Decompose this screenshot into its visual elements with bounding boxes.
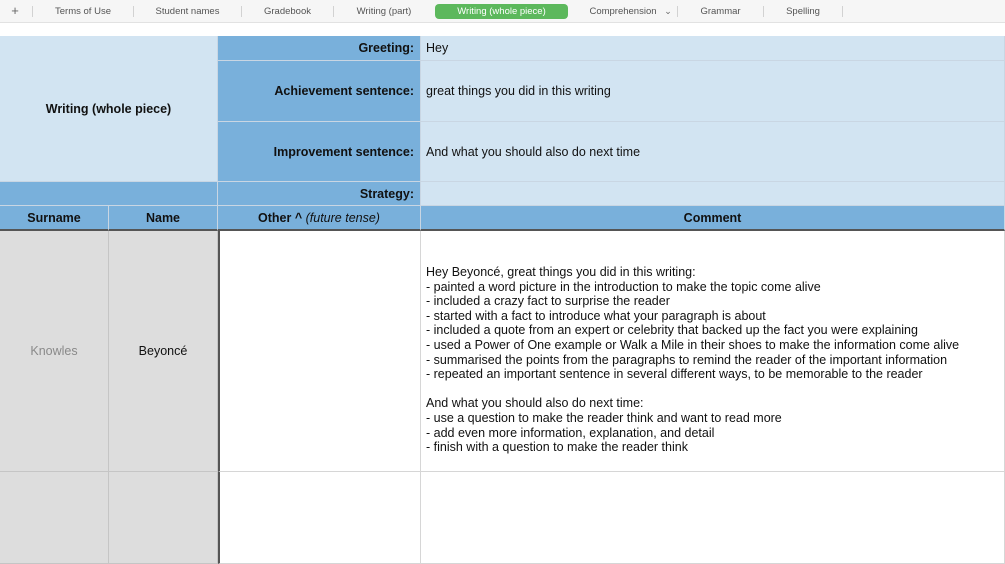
achievement-value-cell[interactable]: great things you did in this writing bbox=[421, 61, 1005, 122]
column-header-other[interactable] bbox=[218, 206, 421, 231]
chevron-down-icon[interactable]: ⌄ bbox=[664, 6, 672, 16]
tab-writing-part[interactable]: Writing (part) bbox=[356, 6, 412, 17]
add-sheet-icon[interactable]: + bbox=[11, 3, 19, 18]
tab-divider bbox=[842, 6, 843, 17]
strategy-value-cell[interactable] bbox=[421, 182, 1005, 206]
tab-student-names[interactable]: Student names bbox=[155, 6, 220, 17]
other-cell[interactable] bbox=[218, 231, 421, 472]
sheet-title-cell[interactable]: Writing (whole piece) bbox=[0, 36, 218, 182]
greeting-value-cell[interactable]: Hey bbox=[421, 36, 1005, 61]
surname-cell[interactable]: Knowles bbox=[0, 231, 109, 472]
column-header-other-label: Other ^ bbox=[258, 210, 303, 225]
sheet-tab-bar bbox=[0, 0, 1005, 23]
tab-terms-of-use[interactable]: Terms of Use bbox=[55, 6, 111, 17]
name-cell[interactable]: Beyoncé bbox=[109, 231, 218, 472]
improvement-value-cell[interactable]: And what you should also do next time bbox=[421, 122, 1005, 182]
column-header-surname[interactable]: Surname bbox=[0, 206, 109, 231]
spreadsheet-table bbox=[0, 36, 1005, 564]
achievement-label: Achievement sentence: bbox=[218, 61, 421, 122]
tab-writing-whole-piece[interactable]: Writing (whole piece) bbox=[435, 4, 568, 19]
surname-cell[interactable] bbox=[0, 472, 109, 564]
strategy-label: Strategy: bbox=[218, 182, 421, 206]
greeting-label: Greeting: bbox=[218, 36, 421, 61]
tab-comprehension[interactable]: Comprehension bbox=[589, 6, 657, 17]
name-cell[interactable] bbox=[109, 472, 218, 564]
column-header-name[interactable]: Name bbox=[109, 206, 218, 231]
other-cell[interactable] bbox=[218, 472, 421, 564]
improvement-label: Improvement sentence: bbox=[218, 122, 421, 182]
strategy-spacer-cell[interactable] bbox=[0, 182, 218, 206]
comment-cell[interactable] bbox=[421, 472, 1005, 564]
column-header-comment[interactable]: Comment bbox=[421, 206, 1005, 231]
tab-grammar[interactable]: Grammar bbox=[700, 6, 741, 17]
comment-cell[interactable]: Hey Beyoncé, great things you did in this writing: - painted a word picture in the introduction to make the topic come alive - included a crazy fact to surprise the reader - started with a fact to introduce what your paragraph is about - included a quote from an expert or celebrity that backed up the fact you were explaining - used a Power of One example or Walk a Mile in their shoes to make the information come alive - summarised the points from the paragraphs to remind the reader of the important information - repeated an important sentence in several different ways, to be memorable to the reader And what you should also do next time: - use a question to make the reader think and want to read more - add even more information, explanation, and detail - finish with a question to make the reader think bbox=[421, 231, 1005, 472]
tab-gradebook[interactable]: Gradebook bbox=[263, 6, 311, 17]
tab-spelling[interactable]: Spelling bbox=[786, 6, 820, 17]
column-header-other-note: (future tense) bbox=[305, 210, 380, 225]
